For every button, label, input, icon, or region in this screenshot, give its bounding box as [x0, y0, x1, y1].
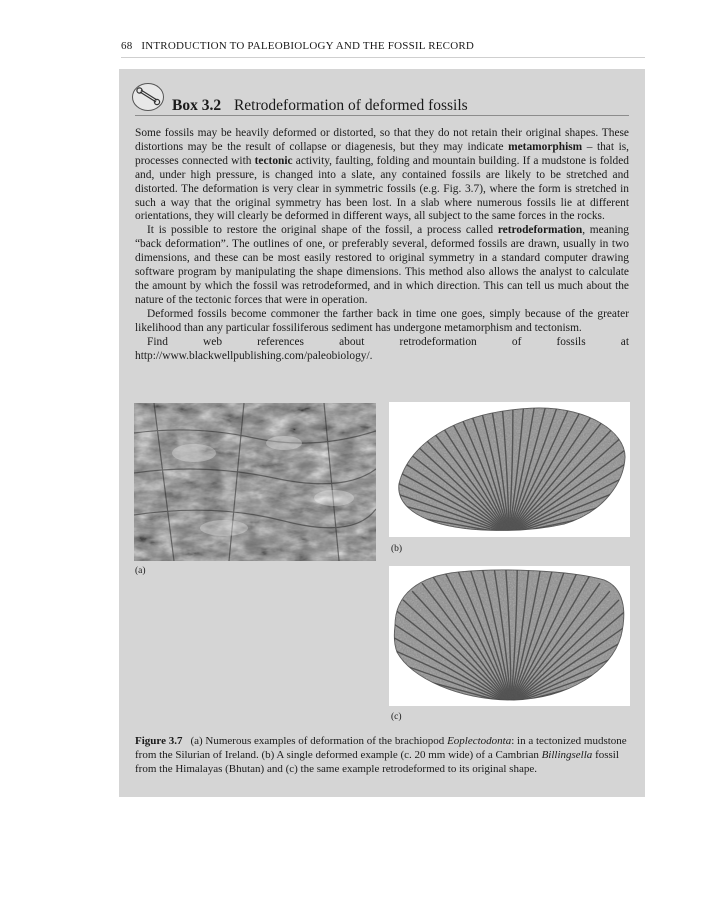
box-3-2: [119, 69, 645, 797]
photo-a-deformed-slab: [134, 403, 376, 561]
box-paragraph: [135, 308, 629, 336]
box-paragraph: [135, 224, 629, 307]
box-body: [135, 127, 629, 363]
header-divider: [121, 57, 645, 58]
figure-number: Figure 3.7: [135, 735, 183, 747]
box-paragraph: [135, 336, 629, 364]
text-run: Find web references about retrodeformation of fossils at http://www.blackwellpublishing.com/paleobiology/.: [135, 335, 629, 362]
text-run: Some fossils may be heavily deformed or distorted, so that they do not retain their original shapes. These distortions may be the result of collapse or diagenesis, but they may indicate: [135, 127, 629, 153]
bold-term: tectonic: [254, 154, 293, 167]
bold-term: retrodeformation: [497, 224, 583, 237]
text-run: activity, faulting, folding and mountain building. If a mudstone is folded and, under high pressure, is changed into a slate, any contained fossils are likely to be stretched and distorted. The deformation is very clear in symmetric fossils (e.g. Fig. 3.7), where the form is stretched in such a way that the original symmetry has been lost. In a slab where numerous fossils lie at different orientations, they will clearly be deformed in different ways, all subject to the same forces in the rocks.: [135, 154, 629, 223]
label-c: (c): [391, 712, 402, 722]
box-number: Box 3.2: [172, 97, 222, 114]
box-title-text: Retrodeformation of deformed fossils: [233, 97, 468, 114]
photo-b-deformed-brachiopod: [389, 402, 630, 537]
box-title: [172, 97, 468, 115]
text-run: Deformed fossils become commoner the farther back in time one goes, simply because of the greater likelihood than any particular fossiliferous sediment has undergone metamorphism and tectonism.: [135, 307, 629, 334]
running-head-title: INTRODUCTION TO PALEOBIOLOGY AND THE FOSSIL RECORD: [141, 40, 475, 52]
taxon-name: Eoplectodonta: [447, 735, 512, 747]
caption-run: fossil from the Himalayas (Bhutan) and (c) the same example retrodeformed to its original shape.: [135, 748, 619, 775]
caption-run: : in a tectonized mudstone from the Silurian of Ireland. (b) A single deformed example (c. 20 mm wide) of a Cambrian: [135, 735, 627, 761]
text-run: , meaning “back deformation”. The outlines of one, or preferably several, deformed fossils are drawn, usually in two dimensions, and these can be most easily restored to original symmetry in a standard computer drawing software program by manipulating the shape dimensions. This method also allows the analyst to calculate the amount by which the fossil was retrodeformed, and in which direction. This can tell us much about the nature of the tectonic forces that were in operation.: [135, 224, 630, 306]
text-run: It is possible to restore the original shape of the fossil, a process called: [147, 224, 498, 237]
box-paragraph: [135, 127, 629, 224]
box-title-divider: [135, 115, 629, 116]
caption-run: (a) Numerous examples of deformation of the brachiopod: [190, 735, 448, 747]
page-number: 68: [121, 40, 133, 52]
bold-term: metamorphism: [508, 140, 583, 153]
figure-caption: [135, 735, 629, 776]
caption-text: [135, 735, 627, 775]
taxon-name: Billingsella: [541, 748, 593, 761]
photo-c-retrodeformed-brachiopod: [389, 566, 630, 706]
label-a: (a): [135, 566, 146, 576]
text-run: – that is, processes connected with: [135, 140, 630, 167]
running-head: [121, 40, 645, 52]
wrench-spanner-icon: [131, 82, 165, 112]
label-b: (b): [391, 544, 403, 554]
